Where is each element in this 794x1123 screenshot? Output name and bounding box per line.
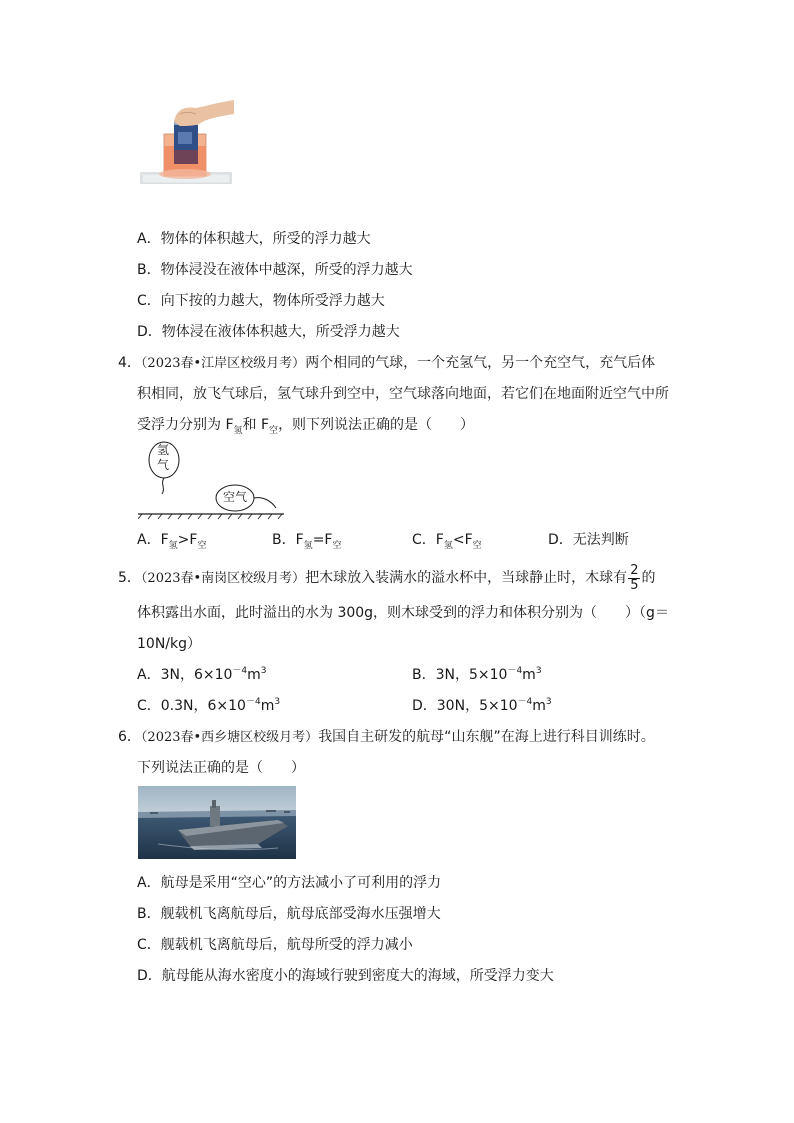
q5-c-exp: －4 [245, 697, 261, 707]
q4-a-sub1: 氢 [168, 541, 178, 551]
q4-text-3c: ，则下列说法正确的是（ ） [278, 417, 475, 433]
q4-option-d[interactable]: D．无法判断 [548, 532, 629, 548]
q6-number: 6． [118, 729, 141, 745]
q5-d-unit: m [532, 698, 546, 714]
q4-option-a[interactable] [137, 531, 206, 551]
q5-a-exp: －4 [232, 666, 248, 676]
q4-sub-air: 空 [269, 426, 279, 436]
q4-a-mid: >F [177, 532, 198, 548]
q4-source: （2023春•江岸区校级月考） [140, 356, 306, 371]
q4-number: 4． [118, 355, 141, 371]
q5-c-unit: m [260, 698, 275, 714]
q6-option-d[interactable]: D．航母能从海水密度小的海域行驶到密度大的海域，所受浮力变大 [137, 968, 554, 984]
q6-option-a[interactable]: A．航母是采用“空心”的方法减小了可利用的浮力 [137, 875, 442, 891]
q4-b-mid: =F [312, 532, 333, 548]
q5-stem-line2: 体积露出水面，此时溢出的水为 300g，则木球受到的浮力和体积分别为（ ）（g＝ [137, 605, 669, 621]
q5-option-a[interactable] [137, 666, 267, 686]
q5-c-unit-exp: 3 [274, 697, 281, 707]
q5-text-1: 把木球放入装满水的溢水杯中，当球静止时，木球有 [305, 570, 628, 586]
q4-b-sub1: 氢 [303, 541, 313, 551]
q4-option-b[interactable] [272, 531, 342, 551]
q4-text-3a: 受浮力分别为 F [137, 417, 234, 433]
q4-text-1: 两个相同的气球，一个充氢气，另一个充空气，充气后体 [305, 355, 656, 371]
q6-option-c[interactable]: C．舰载机飞离航母后，航母所受的浮力减小 [137, 937, 413, 953]
q4-c-sub1: 氢 [443, 541, 453, 551]
q5-b-pre: B．3N，5×10 [412, 667, 508, 683]
q4-a-pre: A．F [137, 532, 169, 548]
q4-text-3b: 和 F [242, 417, 270, 433]
q5-c-pre: C．0.3N，6×10 [137, 698, 246, 714]
q5-b-exp: －4 [507, 666, 523, 676]
q3-option-d[interactable]: D．物体浸在液体体积越大，所受浮力越大 [137, 324, 400, 340]
q5-frac-den: 5 [630, 577, 639, 593]
balloon-air-label: 空气 [223, 490, 248, 504]
q6-source: （2023春•西乡塘区校级月考） [140, 730, 319, 745]
q5-stem-line3: 10N/kg） [137, 636, 201, 652]
q5-a-unit: m [247, 667, 261, 683]
q6-stem-line2: 下列说法正确的是（ ） [137, 760, 305, 776]
q4-stem-line2: 积相同，放飞气球后，氢气球升到空中，空气球落向地面，若它们在地面附近空气中所 [137, 386, 669, 402]
q5-frac-num: 2 [630, 562, 639, 578]
q4-b-sub2: 空 [332, 541, 342, 551]
q3-option-b[interactable]: B．物体浸没在液体中越深，所受的浮力越大 [137, 262, 413, 278]
balloons-diagram [138, 440, 288, 520]
q5-option-c[interactable] [137, 697, 280, 717]
q4-stem-line3 [137, 416, 474, 436]
balloon-hydrogen-label-1: 氢 [157, 443, 170, 457]
aircraft-carrier-image [138, 786, 296, 859]
q3-option-a[interactable]: A．物体的体积越大，所受的浮力越大 [137, 231, 371, 247]
q5-number: 5． [118, 570, 141, 586]
q3-option-c[interactable]: C．向下按的力越大，物体所受浮力越大 [137, 293, 385, 309]
q6-text-1: 我国自主研发的航母“山东舰”在海上进行科目训练时。 [318, 729, 655, 745]
q4-option-c[interactable] [412, 531, 482, 551]
q5-text-1b: 的 [641, 570, 656, 586]
q5-fraction [628, 564, 640, 593]
q5-d-exp: －4 [517, 697, 533, 707]
hand-pushing-can-image [140, 100, 236, 186]
q4-c-pre: C．F [412, 532, 444, 548]
q5-b-unit: m [522, 667, 536, 683]
q6-option-b[interactable]: B．舰载机飞离航母后，航母底部受海水压强增大 [137, 906, 441, 922]
q5-stem-line1 [118, 562, 655, 594]
q5-option-d[interactable] [412, 697, 552, 717]
q5-b-unit-exp: 3 [535, 666, 542, 676]
q4-b-pre: B．F [272, 532, 304, 548]
q5-source: （2023春•南岗区校级月考） [140, 571, 306, 586]
q5-a-unit-exp: 3 [260, 666, 267, 676]
q4-stem-line1 [118, 354, 655, 373]
q4-c-mid: <F [452, 532, 473, 548]
q4-a-sub2: 空 [197, 541, 207, 551]
q5-option-b[interactable] [412, 666, 542, 686]
q6-stem-line1 [118, 728, 655, 747]
q4-c-sub2: 空 [472, 541, 482, 551]
q5-a-pre: A．3N，6×10 [137, 667, 233, 683]
balloon-hydrogen-label-2: 气 [157, 458, 170, 472]
q4-sub-hydrogen: 氢 [233, 426, 243, 436]
q5-d-unit-exp: 3 [545, 697, 552, 707]
q5-d-pre: D．30N，5×10 [412, 698, 518, 714]
